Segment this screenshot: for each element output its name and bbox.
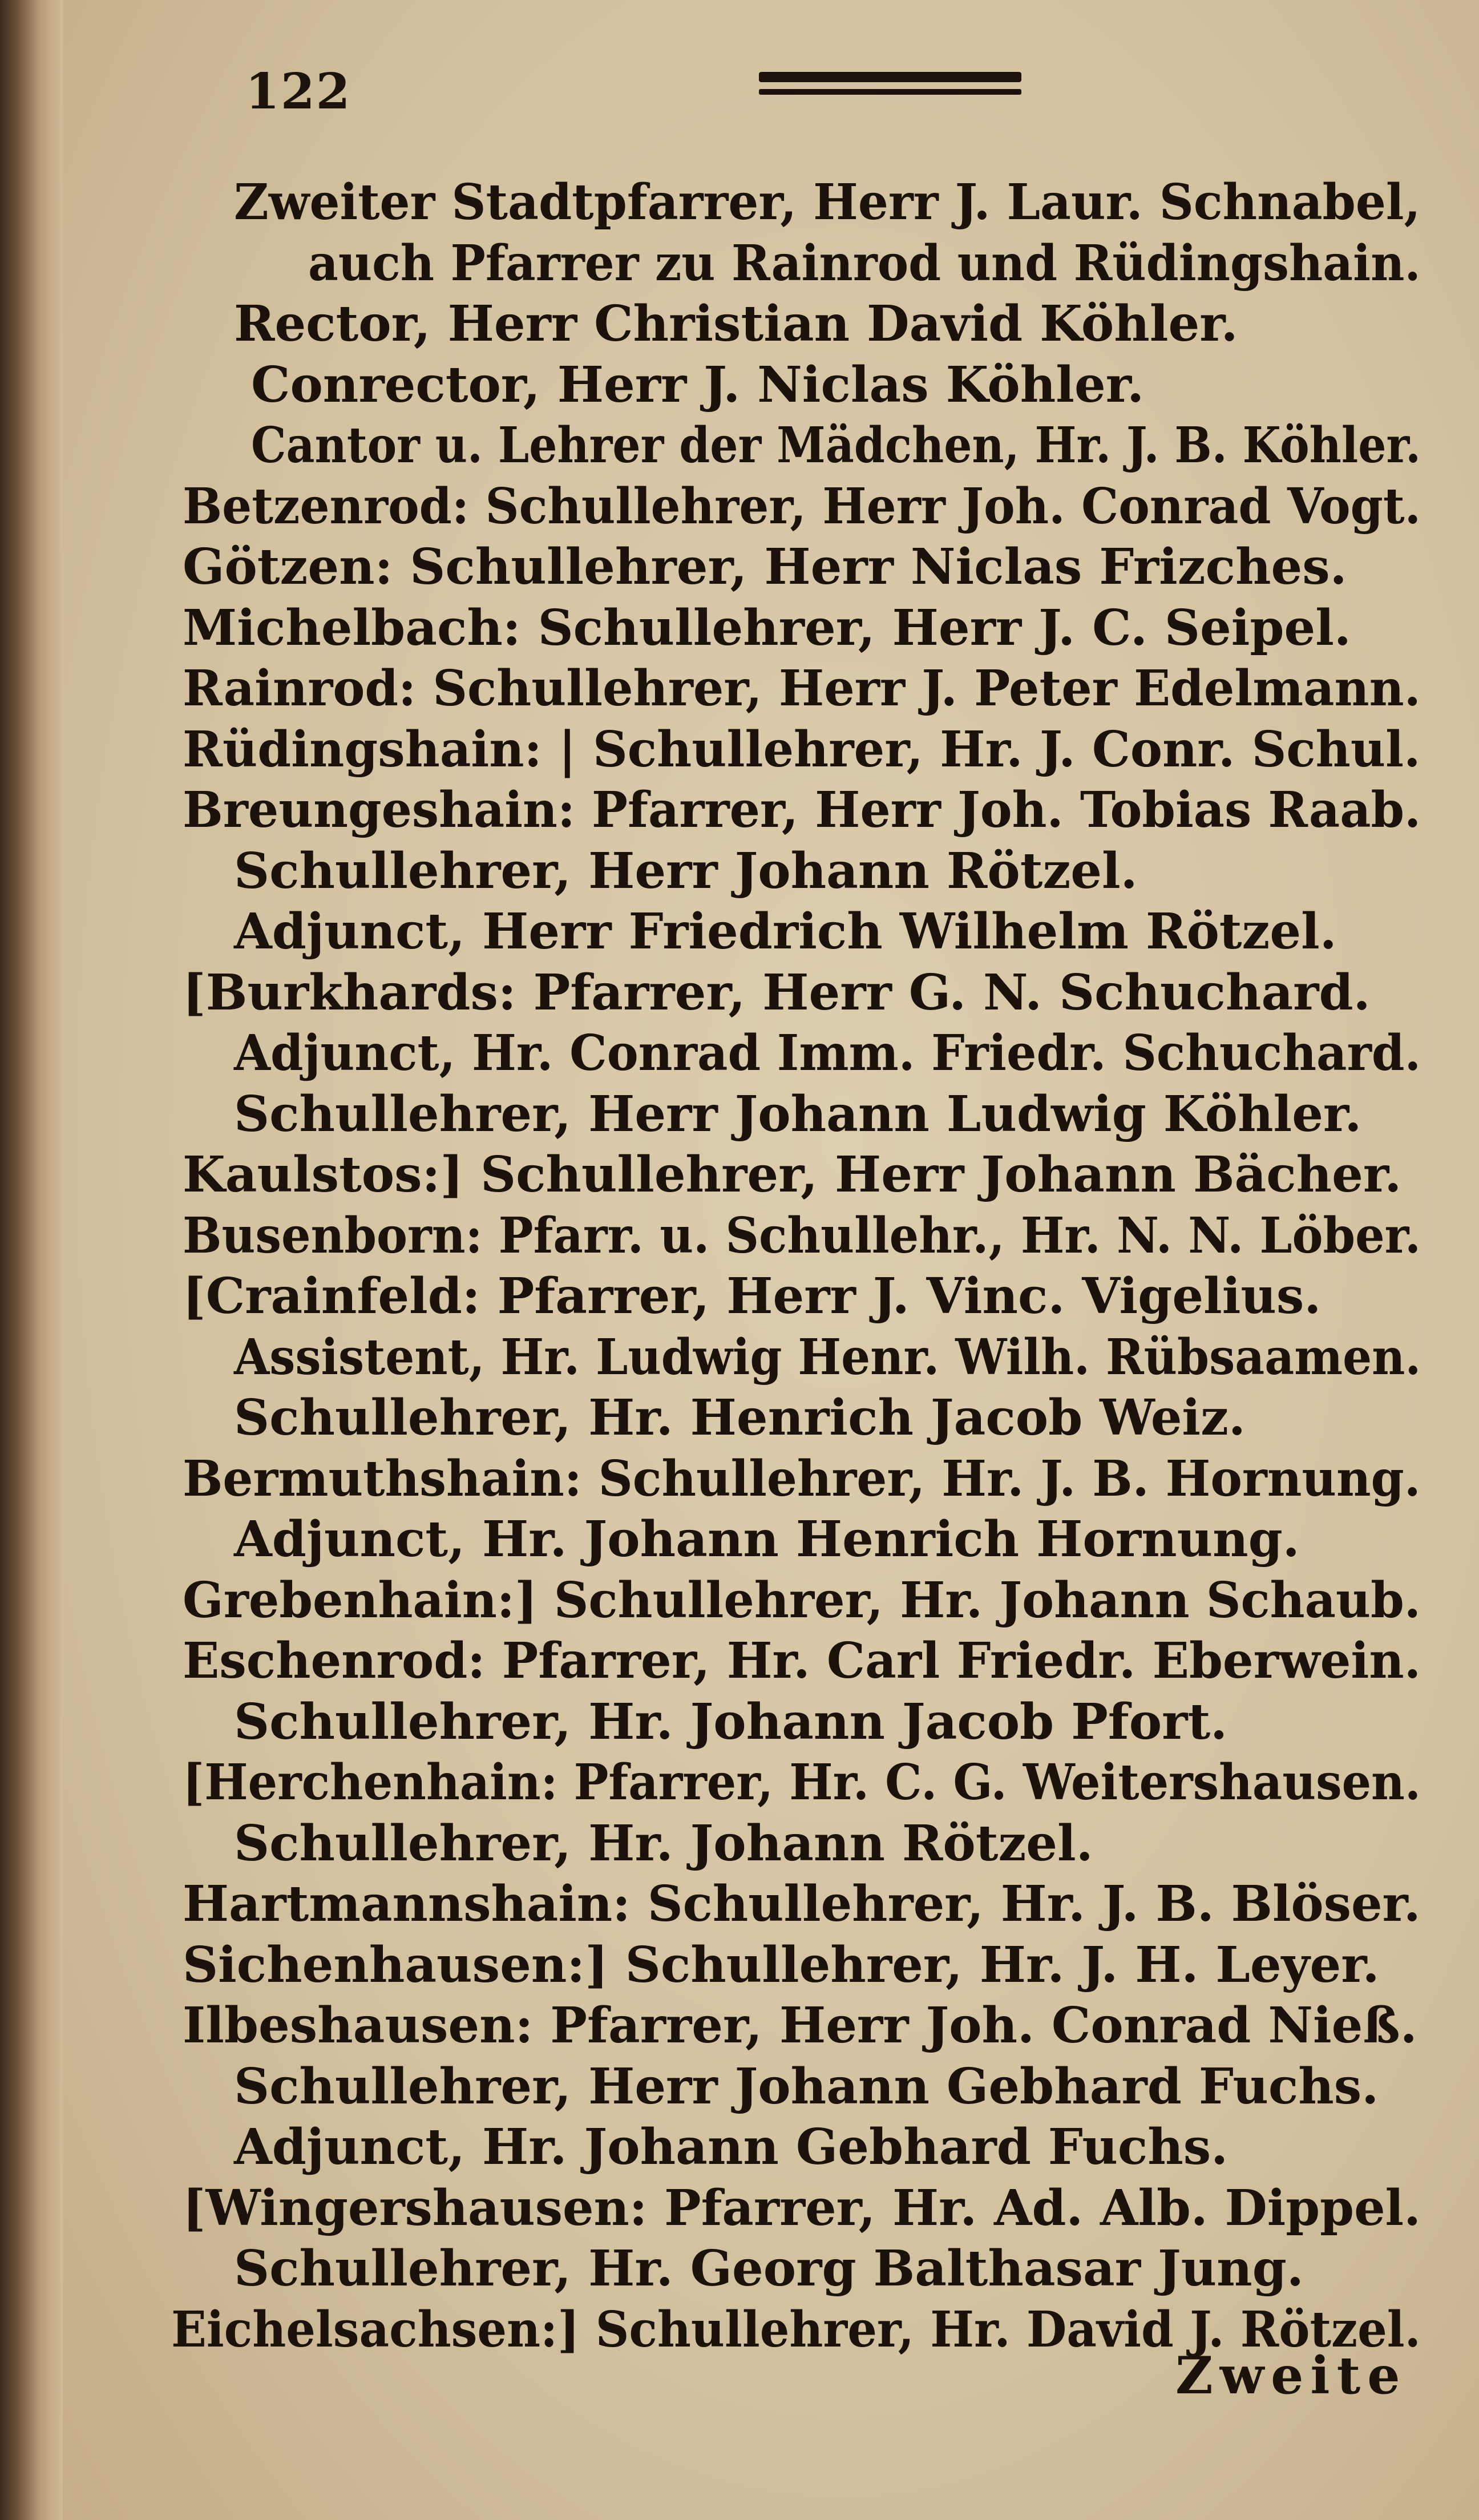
text-line: Rector, Herr Christian David Köhler. [234,295,1238,353]
text-line: [Crainfeld: Pfarrer, Herr J. Vinc. Vigelius. [183,1267,1322,1325]
text-line: Rainrod: Schullehrer, Herr J. Peter Edelmann. [183,660,1421,717]
text-line: Rüdingshain: | Schullehrer, Hr. J. Conr. Schul. [183,721,1421,778]
text-line: Schullehrer, Herr Johann Rötzel. [234,842,1138,900]
text-line: Schullehrer, Herr Johann Gebhard Fuchs. [234,2058,1379,2115]
text-line: Eschenrod: Pfarrer, Hr. Carl Friedr. Eberwein. [183,1632,1421,1690]
header-rule-thick [759,72,1021,82]
text-line: Michelbach: Schullehrer, Herr J. C. Seipel. [183,599,1351,657]
text-line: Busenborn: Pfarr. u. Schullehr., Hr. N. N. Löber. [183,1207,1421,1265]
text-line: auch Pfarrer zu Rainrod und Rüdingshain. [308,235,1421,292]
text-line: Ilbeshausen: Pfarrer, Herr Joh. Conrad Nieß. [183,1997,1417,2054]
text-line: Cantor u. Lehrer der Mädchen, Hr. J. B. Köhler. [251,417,1421,474]
text-line: Adjunct, Hr. Johann Henrich Hornung. [234,1511,1300,1568]
text-line: Conrector, Herr J. Niclas Köhler. [251,356,1145,414]
text-line: Götzen: Schullehrer, Herr Niclas Frizches. [183,538,1347,596]
text-line: Bermuthshain: Schullehrer, Hr. J. B. Hornung. [183,1450,1421,1508]
text-line: Grebenhain:] Schullehrer, Hr. Johann Schaub. [183,1572,1421,1629]
text-line: Schullehrer, Hr. Johann Jacob Pfort. [234,1693,1228,1751]
header-rule-thin [759,89,1021,95]
text-line: Adjunct, Hr. Conrad Imm. Friedr. Schuchard. [234,1024,1421,1082]
text-line: Hartmannshain: Schullehrer, Hr. J. B. Blöser. [183,1875,1421,1933]
page-number: 122 [245,63,351,120]
text-line: Adjunct, Hr. Johann Gebhard Fuchs. [234,2118,1229,2176]
text-line: Assistent, Hr. Ludwig Henr. Wilh. Rübsaamen. [234,1328,1421,1386]
text-line: Breungeshain: Pfarrer, Herr Joh. Tobias Raab. [183,781,1421,839]
text-line: [Herchenhain: Pfarrer, Hr. C. G. Weitershausen. [183,1754,1421,1811]
text-line: Schullehrer, Hr. Henrich Jacob Weiz. [234,1389,1246,1447]
text-line: Betzenrod: Schullehrer, Herr Joh. Conrad Vogt. [183,478,1421,535]
text-line: Schullehrer, Hr. Georg Balthasar Jung. [234,2240,1304,2297]
page-body [63,171,1479,2397]
catchword: Zweite [1175,2345,1407,2406]
book-page [63,0,1479,2520]
text-line: Schullehrer, Hr. Johann Rötzel. [234,1815,1093,1872]
text-line: Adjunct, Herr Friedrich Wilhelm Rötzel. [234,903,1337,960]
header-rule [759,68,1021,100]
text-line: Zweiter Stadtpfarrer, Herr J. Laur. Schnabel, [234,173,1421,231]
text-line: Eichelsachsen:] Schullehrer, Hr. David J. Rötzel. [171,2301,1421,2359]
text-line: [Burkhards: Pfarrer, Herr G. N. Schuchard. [183,964,1371,1021]
page-header [188,57,1479,126]
text-line: [Wingershausen: Pfarrer, Hr. Ad. Alb. Dippel. [183,2179,1421,2237]
text-line: Kaulstos:] Schullehrer, Herr Johann Bächer. [183,1146,1402,1204]
text-line: Schullehrer, Herr Johann Ludwig Köhler. [234,1085,1362,1143]
text-line: Sichenhausen:] Schullehrer, Hr. J. H. Leyer. [183,1936,1380,1994]
